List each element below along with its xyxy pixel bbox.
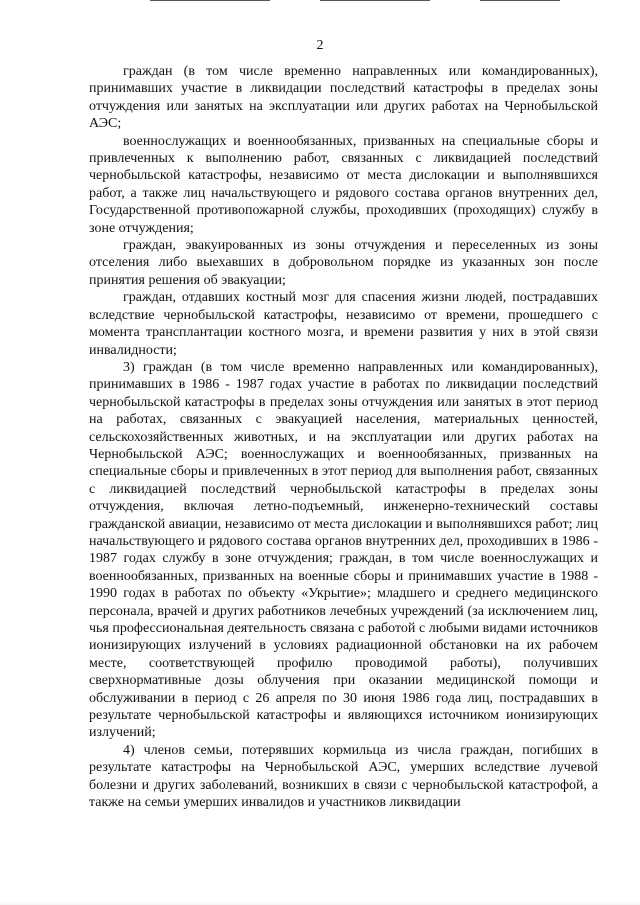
page-number: 2 bbox=[316, 38, 324, 53]
paragraph-continuation: граждан (в том числе временно направленных или командированных), принимавших участие в ликвидации последствий катастрофы в пределах зоны отчуждения или занятых на эксплуатации или других работах на Чернобыльской АЭС; bbox=[89, 64, 598, 132]
scan-header-rules bbox=[150, 0, 560, 3]
document-body bbox=[89, 63, 598, 811]
paragraph-evacuated-citizens: граждан, эвакуированных из зоны отчуждения и переселенных из зоны отселения либо выехавших в добровольном порядке из указанных зон после принятия решения об эвакуации; bbox=[89, 238, 598, 288]
scan-bottom-edge bbox=[0, 901, 640, 905]
paragraph-item-3: 3) граждан (в том числе временно направленных или командированных), принимавших в 1986 - 1987 годах участие в работах по ликвидации последствий чернобыльской катастрофы в пределах зоны отчуждения или занятых в этот период на работах, связанных с эвакуацией населения, материальных ценностей, сельскохозяйственных животных, и на эксплуатации или других работах на Чернобыльской АЭС; военнослужащих и военнообязанных, призванных на специальные сборы и привлеченных в этот период для выполнения работ, связанных с ликвидацией последствий чернобыльской катастрофы в пределах зоны отчуждения, включая летно-подъемный, инженерно-технический составы гражданской авиации, независимо от места дислокации и выполнявшихся работ; лиц начальствующего и рядового состава органов внутренних дел, проходивших в 1986 - 1987 годах службу в зоне отчуждения; граждан, в том числе военнослужащих и военнообязанных, призванных на военные сборы и принимавших участие в 1988 - 1990 годах в работах по объекту «Укрытие»; младшего и среднего медицинского персонала, врачей и других работников лечебных учреждений (за исключением лиц, чья профессиональная деятельность связана с работой с любыми видами источников ионизирующих излучений в условиях радиационной обстановки на их рабочем месте, соответствующей профилю проводимой работы), получивших сверхнормативные дозы облучения при оказании медицинской помощи и обслуживании в период с 26 апреля по 30 июня 1986 года лиц, пострадавших в результате чернобыльской катастрофы и являющихся источником ионизирующих излучений; bbox=[89, 359, 598, 741]
paragraph-item-4: 4) членов семьи, потерявших кормильца из числа граждан, погибших в результате катастрофы на Чернобыльской АЭС, умерших вследствие лучевой болезни и других заболеваний, возникших в связи с чернобыльской катастрофой, а также на семьи умерших инвалидов и участников ликвидации bbox=[89, 742, 598, 811]
paragraph-bone-marrow-donors: граждан, отдавших костный мозг для спасения жизни людей, пострадавших вследствие чернобыльской катастрофы, независимо от времени, прошедшего с момента трансплантации костного мозга, и времени развития у них в этой связи инвалидности; bbox=[89, 290, 598, 358]
paragraph-military-personnel: военнослужащих и военнообязанных, призванных на специальные сборы и привлеченных к выполнению работ, связанных с ликвидацией последствий чернобыльской катастрофы, независимо от места дислокации и выполнявшихся работ, а также лиц начальствующего и рядового состава органов внутренних дел, Государственной противопожарной службы, проходивших (проходящих) службу в зоне отчуждения; bbox=[89, 133, 598, 236]
